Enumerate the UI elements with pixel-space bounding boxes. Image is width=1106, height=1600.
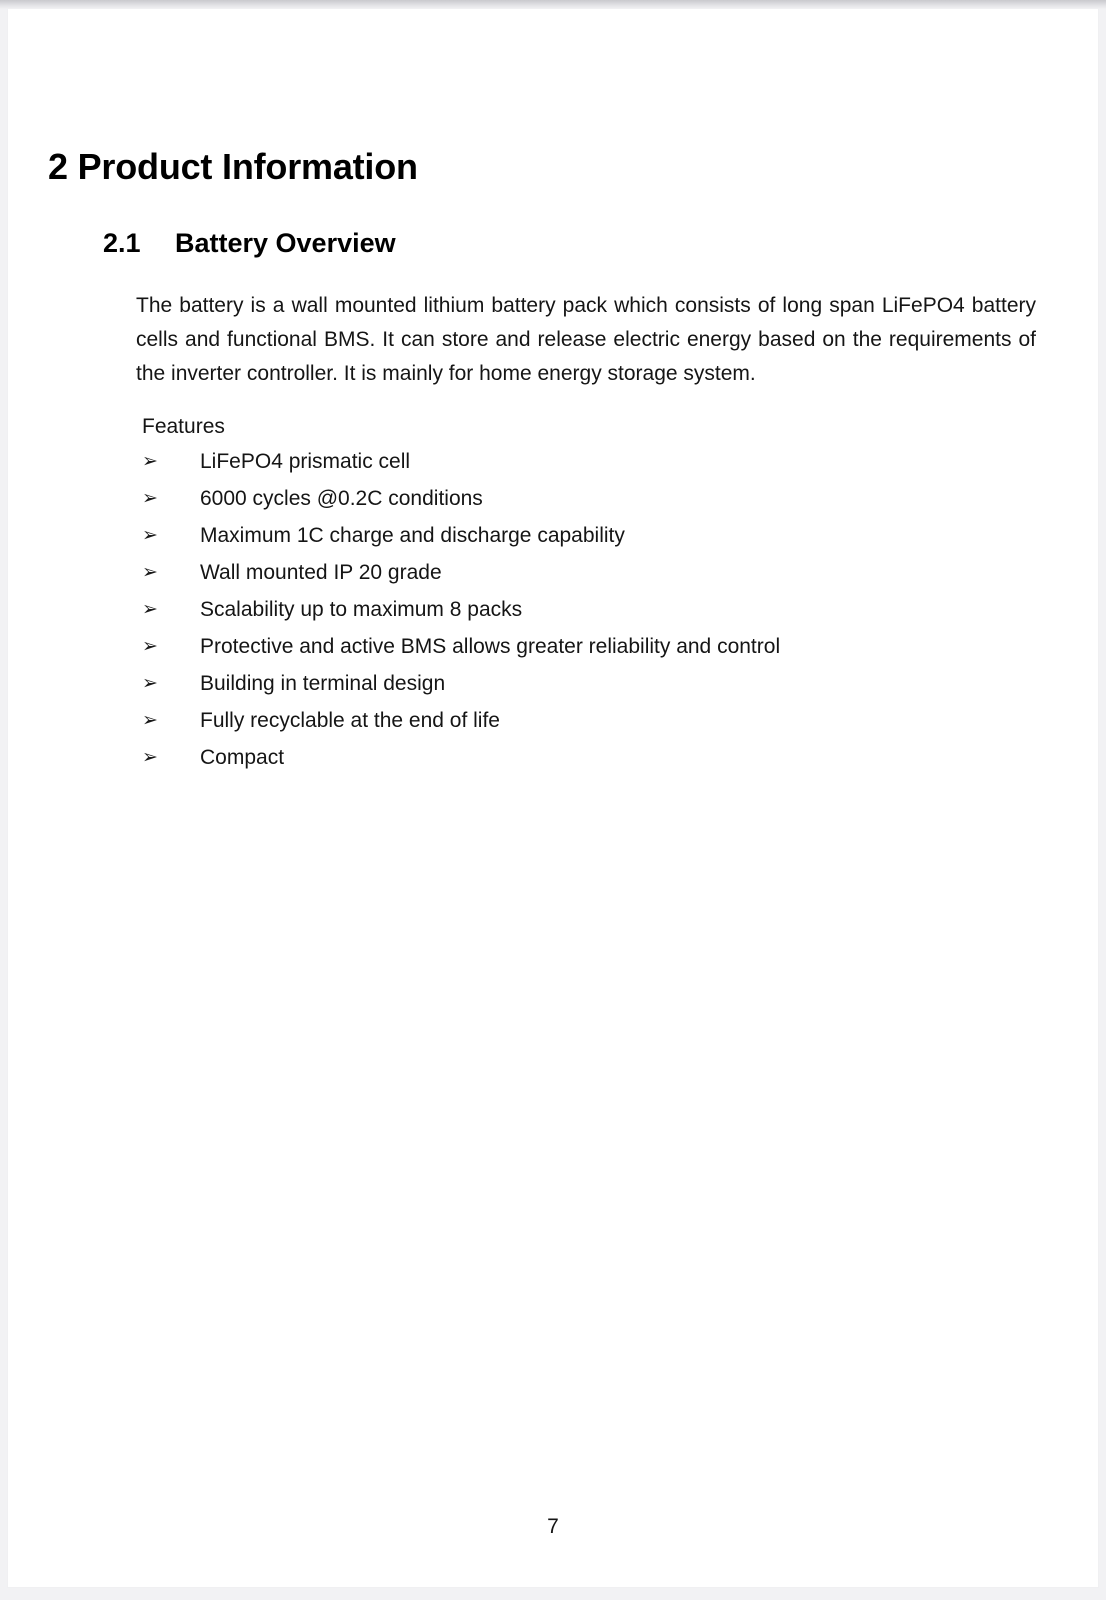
- list-item-label: Fully recyclable at the end of life: [200, 709, 500, 732]
- list-item: [136, 443, 1076, 480]
- list-item: [136, 554, 1076, 591]
- page-number: 7: [547, 1515, 559, 1538]
- arrowhead-bullet-icon: ➢: [142, 747, 158, 768]
- list-item: [136, 702, 1076, 739]
- list-item-label: Maximum 1C charge and discharge capability: [200, 524, 625, 547]
- arrowhead-bullet-icon: ➢: [142, 636, 158, 657]
- overview-paragraph: The battery is a wall mounted lithium battery pack which consists of long span LiFePO4 battery cells and functional BMS. It can store and release electric energy based on the requirements of the inverter controller. It is mainly for home energy storage system.: [136, 294, 1036, 385]
- list-item: [136, 739, 1076, 776]
- arrowhead-bullet-icon: ➢: [142, 562, 158, 583]
- list-item: [136, 628, 1076, 665]
- list-item-label: Wall mounted IP 20 grade: [200, 561, 442, 584]
- list-item-label: Building in terminal design: [200, 672, 446, 695]
- list-item: [136, 665, 1076, 702]
- list-item-label: Scalability up to maximum 8 packs: [200, 598, 523, 621]
- list-item: [136, 591, 1076, 628]
- section-heading: [103, 228, 396, 259]
- page-content: [8, 9, 1098, 1587]
- list-item-label: LiFePO4 prismatic cell: [200, 450, 411, 473]
- arrowhead-bullet-icon: ➢: [142, 599, 158, 620]
- features-label: Features: [142, 415, 225, 438]
- arrowhead-bullet-icon: ➢: [142, 451, 158, 472]
- features-list: [136, 443, 1076, 776]
- section-number: 2.1: [103, 228, 141, 259]
- arrowhead-bullet-icon: ➢: [142, 673, 158, 694]
- list-item: [136, 480, 1076, 517]
- section-title: Battery Overview: [175, 228, 396, 259]
- arrowhead-bullet-icon: ➢: [142, 710, 158, 731]
- arrowhead-bullet-icon: ➢: [142, 488, 158, 509]
- list-item: [136, 517, 1076, 554]
- list-item-label: 6000 cycles @0.2C conditions: [200, 487, 483, 510]
- arrowhead-bullet-icon: ➢: [142, 525, 158, 546]
- list-item-label: Compact: [200, 746, 285, 769]
- list-item-label: Protective and active BMS allows greater reliability and control: [200, 635, 781, 658]
- chapter-heading: 2 Product Information: [48, 146, 418, 188]
- page-sheet: [8, 9, 1098, 1587]
